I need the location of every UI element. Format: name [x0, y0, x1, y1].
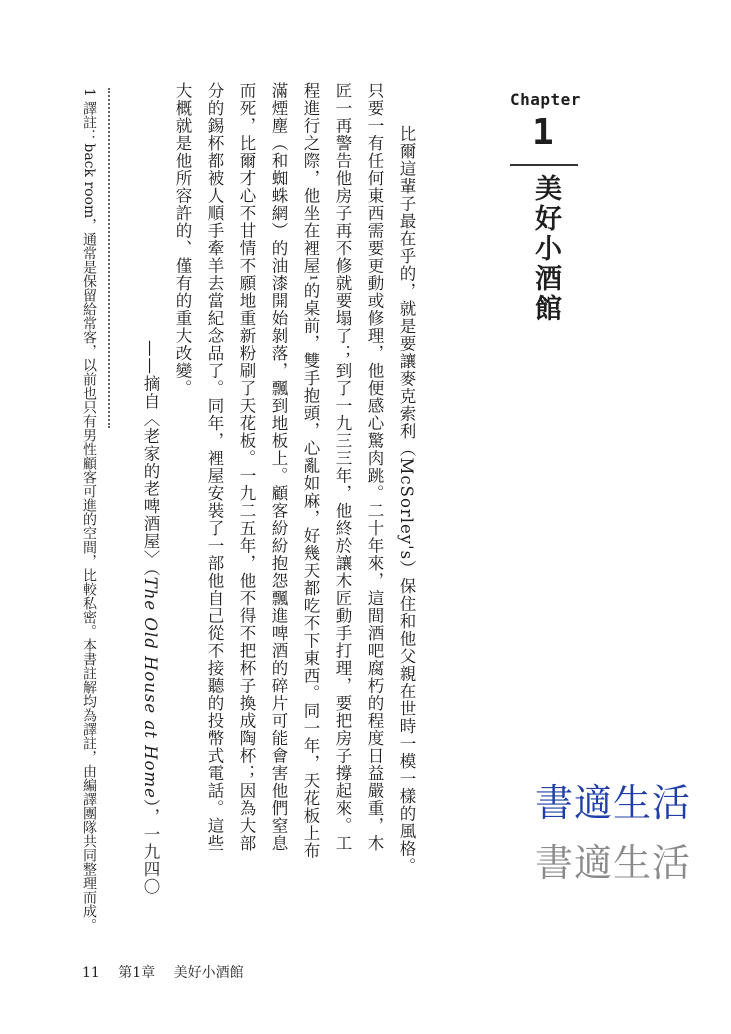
source-suffix: ），一九四〇 — [141, 798, 160, 896]
chapter-number: 1 — [532, 112, 554, 153]
body-line: 只要一有任何東西需要更動或修理，他便感心驚肉跳。二十年來，這間酒吧腐朽的程度日益嚴重，木 — [365, 82, 384, 852]
body-line: 而死，比爾才心不甘情不願地重新粉刷了天花板。一九二五年，他不得不把杯子換成陶杯；因為大部 — [237, 82, 256, 852]
body-line: 匠一再警告他房子再不修就要塌了；到了一九三三年，他終於讓木匠動手打理，要把房子撐起來。工 — [333, 82, 352, 852]
chapter-label: Chapter — [510, 90, 581, 109]
footer-chapter-title: 美好小酒館 — [173, 965, 244, 981]
watermark-gray: 書適生活 — [535, 841, 692, 885]
body-line: 程進行之際，他坐在裡屋¹的桌前，雙手抱頭，心亂如麻，好幾天都吃不下東西。同一年，天花板上布 — [301, 82, 320, 860]
body-line: 滿煙塵（和蜘蛛網）的油漆開始剝落，飄到地板上。顧客紛紛抱怨飄進啤酒的碎片可能會害他們窒息 — [269, 82, 288, 852]
chapter-title: 美好小酒館 — [530, 174, 561, 324]
chapter-divider — [510, 164, 578, 166]
page-number: 11 — [82, 965, 100, 981]
source-citation — [134, 340, 166, 896]
watermark-blue: 書適生活 — [535, 781, 692, 825]
footnote-divider — [108, 88, 110, 428]
page-footer — [82, 962, 258, 982]
body-line: 分的錫杯都被人順手牽羊去當紀念品了。同年，裡屋安裝了一部他自己從不接聽的投幣式電話。這些 — [205, 82, 224, 852]
footer-chapter-ref: 第1章 — [118, 965, 156, 981]
footnote: 1 譯註：back room，通常是保留給常客，以前也只有男性顧客可進的空間，比較私密。本書註解均為譯註，由編譯團隊共同整理而成。 — [81, 88, 97, 933]
body-line: 大概就是他所容許的、僅有的重大改變。 — [173, 82, 192, 397]
source-title-en: The Old House at Home — [141, 576, 160, 799]
source-prefix: ——摘自〈老家的老啤酒屋〉（ — [141, 340, 160, 577]
body-line: 比爾這輩子最在乎的，就是要讓麥克索利（McSorley's）保住和他父親在世時一模一樣的風格。 — [397, 125, 416, 876]
